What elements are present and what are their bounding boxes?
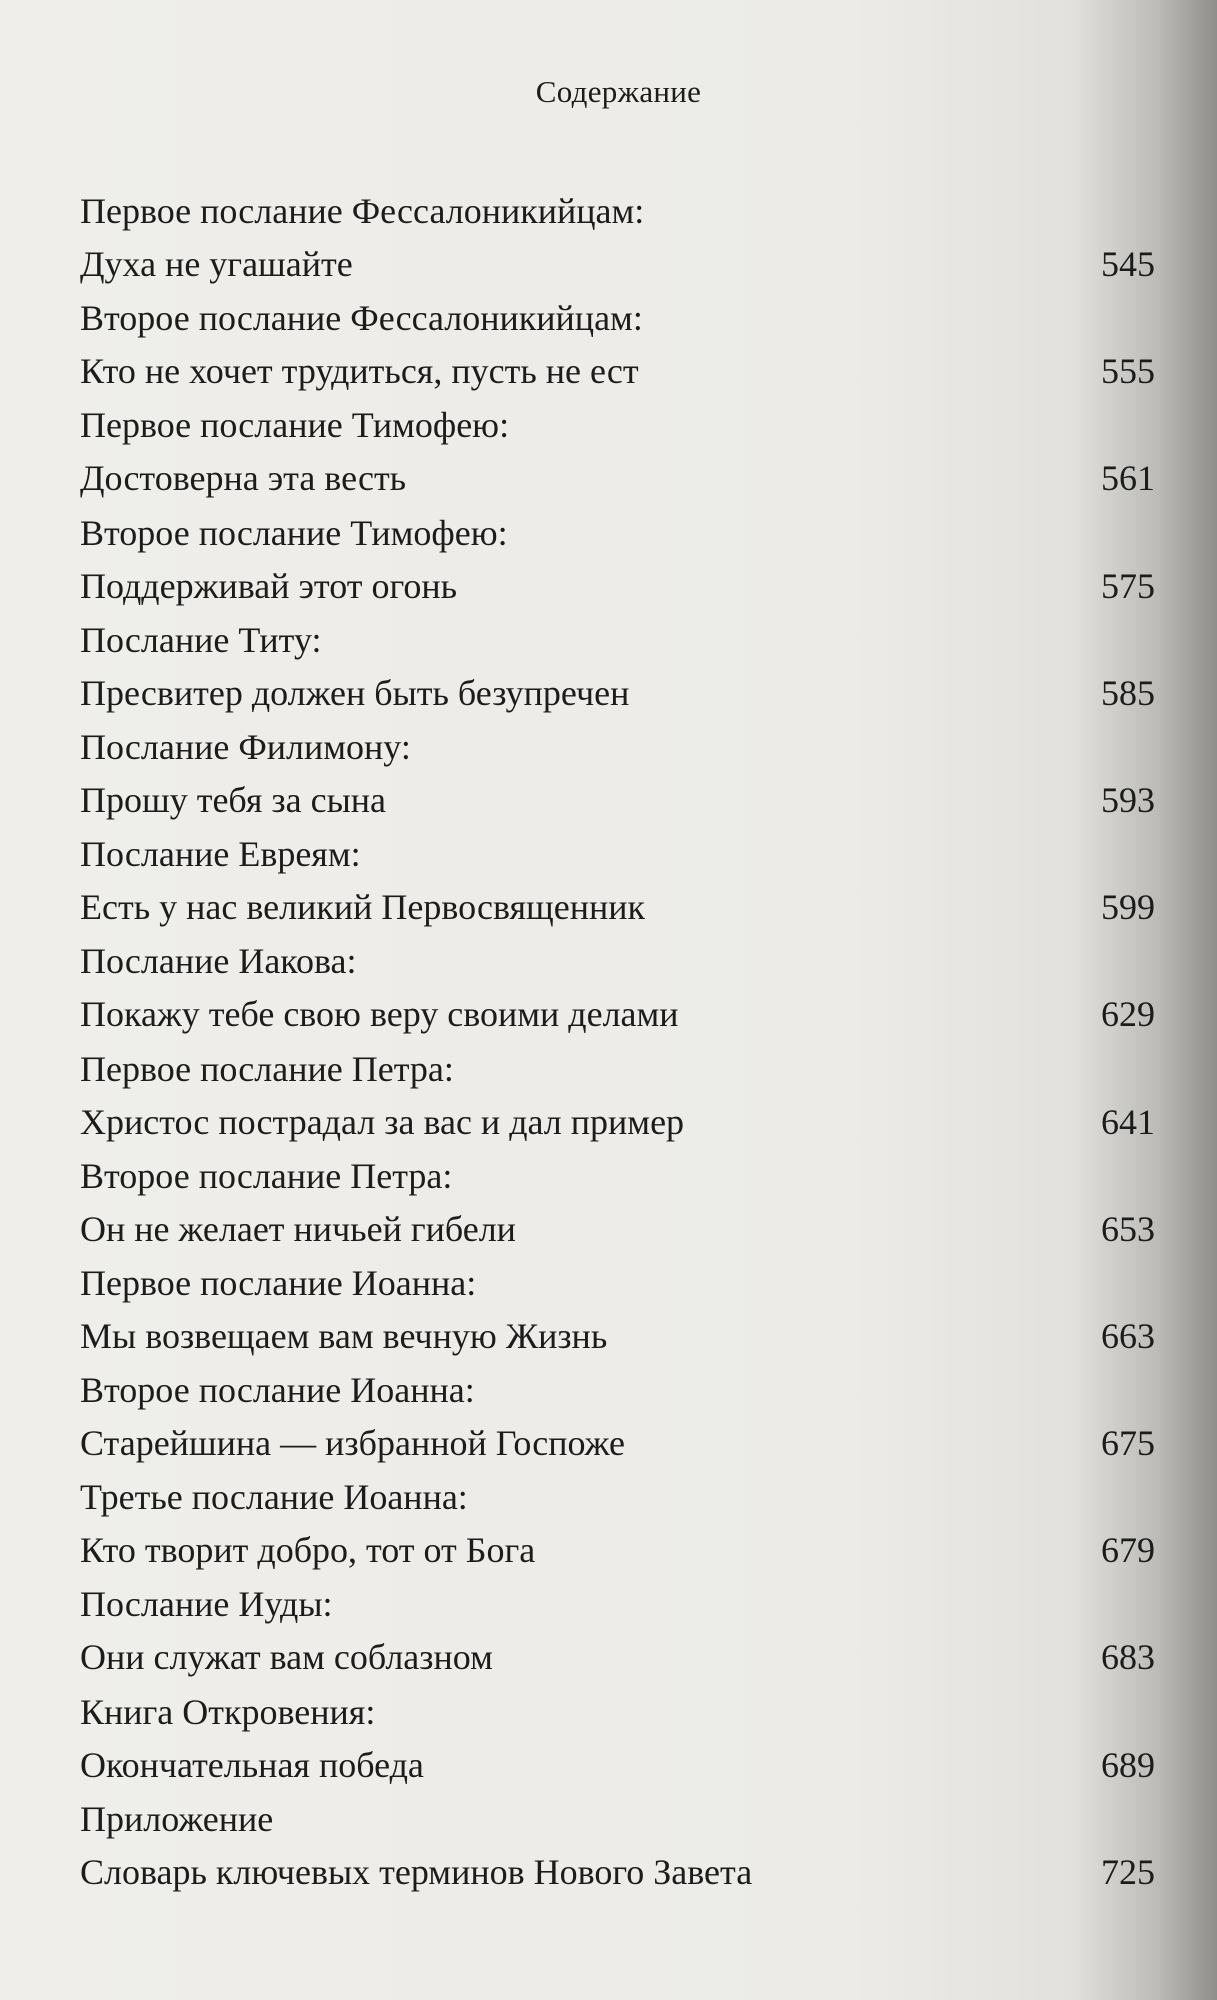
toc-book-title: Послание Иуды:: [80, 1584, 333, 1625]
toc-entry: [80, 1257, 1155, 1364]
toc-page-number: 725: [1101, 1851, 1155, 1892]
toc-book-title: Книга Откровения:: [80, 1691, 376, 1732]
toc-page-number: 593: [1101, 779, 1155, 820]
toc-page-number: 675: [1101, 1423, 1155, 1464]
toc-book-title: Приложение: [80, 1798, 274, 1839]
toc-book-title: Послание Иакова:: [80, 941, 357, 982]
toc-page-number: 689: [1101, 1744, 1155, 1785]
toc-subtitle: Кто творит добро, тот от Бога: [80, 1530, 536, 1571]
toc-entry: [80, 185, 1155, 292]
toc-entry: [80, 1793, 1155, 1900]
toc-subtitle: Поддерживай этот огонь: [80, 565, 457, 606]
toc-subtitle: Достоверна эта весть: [80, 458, 407, 499]
toc-entry: [80, 721, 1155, 828]
toc-subtitle: Окончательная победа: [80, 1744, 424, 1785]
toc-book-title: Первое послание Иоанна:: [80, 1262, 477, 1303]
toc-page-number: 663: [1101, 1315, 1155, 1356]
toc-entry: [80, 1578, 1155, 1685]
toc-entry: [80, 1471, 1155, 1578]
toc-subtitle: Пресвитер должен быть безупречен: [80, 672, 630, 713]
toc-book-title: Первое послание Петра:: [80, 1048, 454, 1089]
toc-book-title: Второе послание Тимофею:: [80, 512, 508, 553]
toc-entry: [80, 1686, 1155, 1793]
toc-book-title: Третье послание Иоанна:: [80, 1477, 468, 1518]
toc-book-title: Второе послание Иоанна:: [80, 1370, 475, 1411]
toc-subtitle: Кто не хочет трудиться, пусть не ест: [80, 351, 639, 392]
page-title: Содержание: [535, 74, 702, 109]
toc-entry: [80, 1364, 1155, 1471]
toc-entry: [80, 399, 1155, 506]
toc-subtitle: Христос пострадал за вас и дал пример: [80, 1101, 685, 1142]
toc-subtitle: Он не желает ничьей гибели: [80, 1208, 516, 1249]
toc-subtitle: Старейшина — избранной Госпоже: [80, 1423, 626, 1464]
toc-book-title: Первое послание Фессалоникийцам:: [80, 191, 645, 231]
toc-subtitle: Они служат вам соблазном: [80, 1637, 493, 1678]
toc-subtitle: Духа не угашайте: [80, 244, 353, 284]
toc-book-title: Послание Филимону:: [80, 726, 411, 767]
toc-entry: [80, 1043, 1155, 1150]
toc-entry: [80, 828, 1155, 935]
toc-page-number: 683: [1101, 1637, 1155, 1678]
toc-page-number: 555: [1101, 351, 1155, 392]
toc-page-number: 585: [1101, 672, 1155, 713]
toc-page-number: 599: [1101, 887, 1155, 928]
toc-entry: [80, 935, 1155, 1042]
toc-subtitle: Покажу тебе свою веру своими делами: [80, 994, 679, 1035]
toc-book-title: Послание Евреям:: [80, 834, 361, 875]
toc-subtitle: Мы возвещаем вам вечную Жизнь: [80, 1315, 608, 1356]
toc-book-title: Послание Титу:: [80, 619, 322, 660]
toc-book-title: Второе послание Петра:: [80, 1155, 453, 1196]
toc-page-number: 679: [1101, 1530, 1155, 1571]
toc-page-number: 641: [1101, 1101, 1155, 1142]
toc-entry: [80, 614, 1155, 721]
toc-entry: [80, 1150, 1155, 1257]
toc-book-title: Первое послание Тимофею:: [80, 405, 510, 446]
toc-page-number: 629: [1101, 994, 1155, 1035]
toc-book-title: Второе послание Фессалоникийцам:: [80, 298, 643, 339]
toc-entry: [80, 507, 1155, 614]
toc-subtitle: Словарь ключевых терминов Нового Завета: [80, 1851, 753, 1892]
toc-entry: [80, 292, 1155, 399]
toc-subtitle: Прошу тебя за сына: [80, 779, 387, 820]
table-of-contents: [80, 185, 1155, 1900]
toc-page-number: 545: [1101, 244, 1155, 284]
toc-page-number: 575: [1101, 565, 1155, 606]
toc-page-number: 561: [1101, 458, 1155, 499]
toc-page-number: 653: [1101, 1208, 1155, 1249]
toc-subtitle: Есть у нас великий Первосвященник: [80, 887, 646, 928]
